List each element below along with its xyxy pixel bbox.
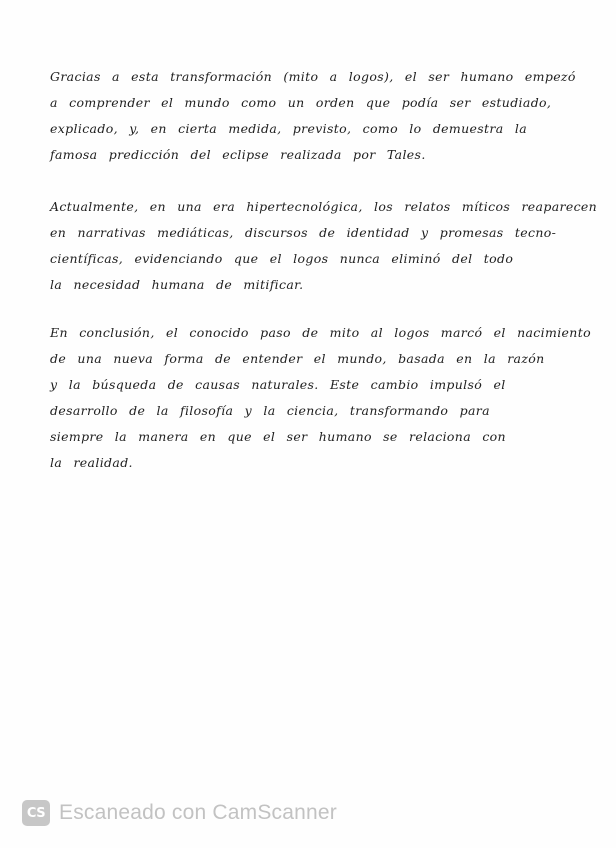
text-line: a comprender el mundo como un orden que podía ser estudiado, <box>50 95 552 110</box>
text-line: en narrativas mediáticas, discursos de identidad y promesas tecno- <box>50 225 557 240</box>
text-line: explicado, y, en cierta medida, previsto, como lo demuestra la <box>50 121 528 136</box>
camscanner-watermark <box>22 795 337 831</box>
camscanner-logo-text: CS <box>26 805 46 821</box>
text-line: científicas, evidenciando que el logos nunca eliminó del todo <box>50 251 514 266</box>
paragraph-modern-myths <box>50 194 598 298</box>
camscanner-watermark-text: Escaneado con CamScanner <box>59 801 337 824</box>
text-line: famosa predicción del eclipse realizada por Tales. <box>50 147 426 162</box>
text-line: Actualmente, en una era hipertecnológica, los relatos míticos reaparecen <box>50 199 598 214</box>
text-line: y la búsqueda de causas naturales. Este cambio impulsó el <box>50 377 506 392</box>
camscanner-logo-icon <box>22 800 50 826</box>
text-line: desarrollo de la filosofía y la ciencia, transformando para <box>50 403 490 418</box>
text-line: la realidad. <box>50 455 133 470</box>
text-line: Gracias a esta transformación (mito a logos), el ser humano empezó <box>50 69 576 84</box>
text-line: la necesidad humana de mitificar. <box>50 277 304 292</box>
text-line: En conclusión, el conocido paso de mito al logos marcó el nacimiento <box>50 325 591 340</box>
paragraph-transformation <box>50 64 580 168</box>
text-line: de una nueva forma de entender el mundo, basada en la razón <box>50 351 545 366</box>
text-line: siempre la manera en que el ser humano se relaciona con <box>50 429 506 444</box>
paragraph-conclusion <box>50 320 591 476</box>
